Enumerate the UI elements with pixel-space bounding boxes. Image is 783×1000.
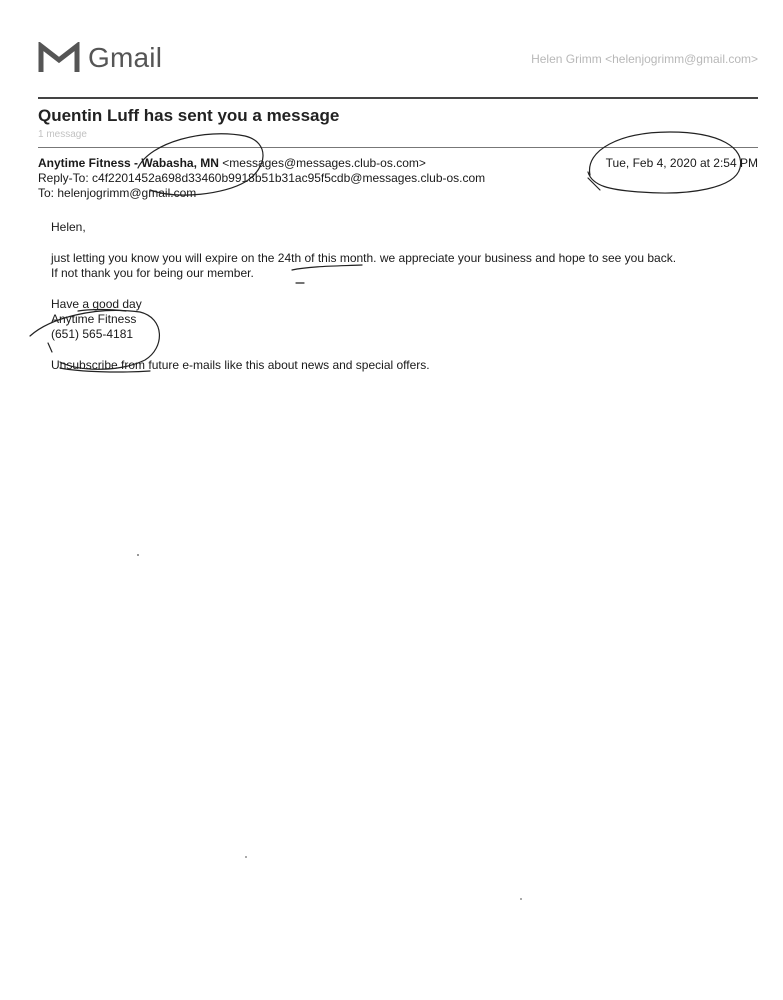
message-date: Tue, Feb 4, 2020 at 2:54 PM — [605, 156, 758, 170]
gmail-logo-text: Gmail — [88, 42, 163, 73]
sender-name: Anytime Fitness - Wabasha, MN — [38, 156, 219, 170]
recipient: To: helenjogrimm@gmail.com — [38, 186, 197, 200]
thread-subject: Quentin Luff has sent you a message — [38, 106, 340, 125]
message-count: 1 message — [38, 129, 87, 140]
sender-email: <messages@messages.club-os.com> — [222, 156, 426, 170]
message-body — [51, 220, 751, 373]
gmail-logo[interactable] — [38, 42, 162, 74]
signature-phone: (651) 565-4181 — [51, 327, 134, 341]
signature-line-2: Anytime Fitness — [51, 312, 137, 326]
message-header — [38, 156, 758, 201]
body-greeting: Helen, — [51, 220, 86, 234]
gmail-header — [38, 40, 758, 80]
account-email: Helen Grimm <helenjogrimm@gmail.com> — [531, 52, 758, 66]
body-line-1: just letting you know you will expire on the 24th of this month. we appreciate your business and hope to see you back. — [51, 251, 677, 265]
reply-to: Reply-To: c4f2201452a698d33460b9918b51b31ac95f5cdb@messages.club-os.com — [38, 171, 486, 185]
sender — [38, 156, 426, 171]
body-line-2: If not thank you for being our member. — [51, 266, 254, 280]
signature-line-1: Have a good day — [51, 297, 142, 311]
speck-1 — [137, 554, 139, 556]
subject-divider — [38, 147, 758, 148]
from-row — [38, 156, 758, 171]
speck-3 — [520, 898, 522, 900]
unsubscribe-link[interactable]: Unsubscribe from future e-mails like this about news and special offers. — [51, 358, 430, 372]
signature — [51, 297, 751, 342]
header-divider — [38, 97, 758, 99]
gmail-m-icon — [38, 42, 80, 74]
speck-2 — [245, 856, 247, 858]
body-paragraph — [51, 251, 751, 281]
